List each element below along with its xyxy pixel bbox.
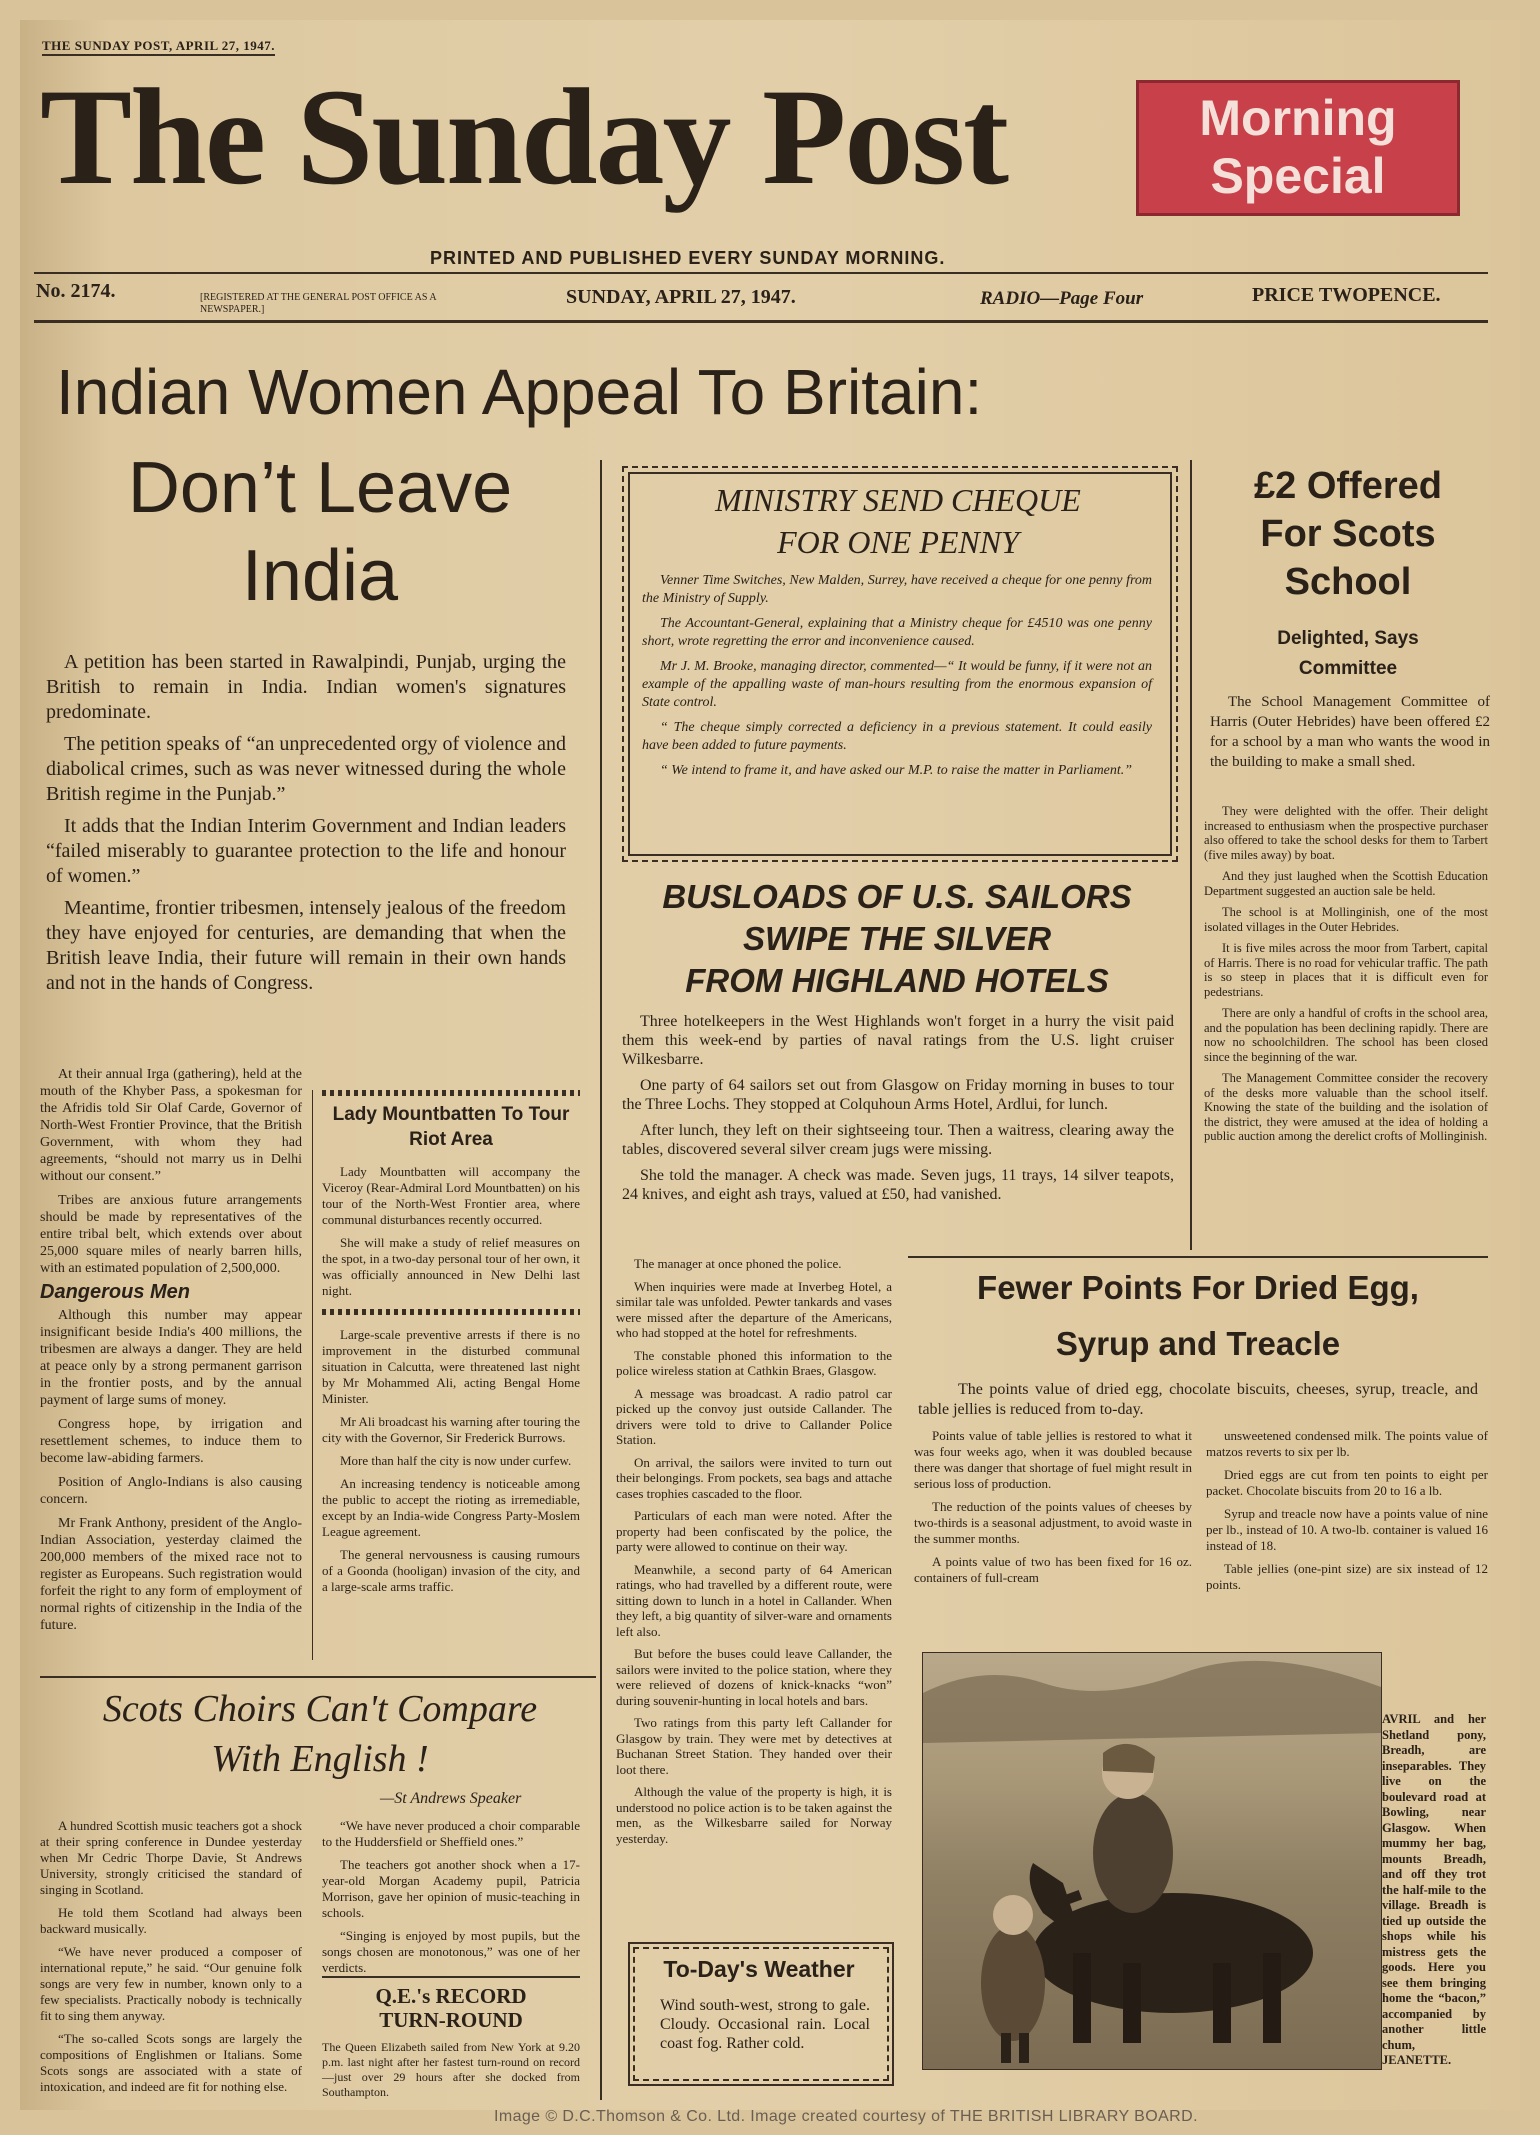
school-headline-1: £2 Offered	[1254, 465, 1442, 507]
egg-para: Syrup and treacle now have a points value of nine per lb., instead of 10. A two-lb. container is valued 16 instead of 18.	[1206, 1506, 1488, 1553]
egg-top-rule	[908, 1256, 1488, 1258]
masthead-rule-bottom	[34, 320, 1488, 323]
ministry-para: The Accountant-General, explaining that a Ministry cheque for £4510 was one penny short, wrote regretting the error and inconvenience caused.	[642, 616, 1152, 649]
ministry-body	[642, 572, 1152, 787]
choirs-right-column	[322, 1818, 580, 1983]
qe-headline-1: Q.E.'s RECORD	[375, 1984, 527, 2008]
masthead-subtitle: PRINTED AND PUBLISHED EVERY SUNDAY MORNING.	[430, 248, 946, 268]
egg-para: unsweetened condensed milk. The points value of matzos reverts to six per lb.	[1206, 1428, 1488, 1459]
ministry-para: Venner Time Switches, New Malden, Surrey, have received a cheque for one penny from the Ministry of Supply.	[642, 573, 1152, 606]
egg-para: A points value of two has been fixed for 16 oz. containers of full-cream	[914, 1554, 1192, 1585]
choirs-para: He told them Scotland had always been backward musically.	[40, 1905, 302, 1936]
lead-col-para: Congress hope, by irrigation and resettlement schemes, to induce them to become law-abiding farmers.	[40, 1417, 302, 1466]
egg-column-2	[1206, 1428, 1488, 1600]
sailors-para: Three hotelkeepers in the West Highlands won't forget in a hurry the visit paid them this week-end by parties of naval ratings from the U.S. light cruiser Wilkesbarre.	[622, 1013, 1174, 1068]
school-body	[1204, 804, 1488, 1151]
badge-line-1: Morning	[1199, 90, 1397, 146]
masthead-title: The Sunday Post	[40, 60, 1007, 213]
qe-body: The Queen Elizabeth sailed from New York at 9.20 p.m. last night after her fastest turn-round on record—just over 29 hours after she docked from Southampton.	[322, 2040, 580, 2099]
school-para: There are only a handful of crofts in the school area, and the population has been declining rapidly. There are now no schoolchildren. The school has been closed since the beginning of the war.	[1204, 1006, 1488, 1064]
mountbatten-para: Lady Mountbatten will accompany the Viceroy (Rear-Admiral Lord Mountbatten) on his tour of the North-West Frontier area, where communal disturbances recently occurred.	[322, 1164, 580, 1227]
lead-para: A petition has been started in Rawalpindi, Punjab, urging the British to remain in India. Indian women's signatures predominate.	[46, 651, 566, 723]
column-rule-2	[1190, 460, 1192, 1250]
choirs-para: The teachers got another shock when a 17-year-old Morgan Academy pupil, Patricia Morrison, gave her opinion of music-teaching in schools.	[322, 1857, 580, 1920]
lead-col-para: At their annual Irga (gathering), held at the mouth of the Khyber Pass, a spokesman for the Afridis told Sir Olaf Carde, Governor of North-West Frontier Province, that the British Government, with whom they had agreements, “should not marry us in Delhi without our consent.”	[40, 1067, 302, 1184]
dateline: THE SUNDAY POST, APRIL 27, 1947.	[42, 38, 275, 56]
egg-para: Table jellies (one-pint size) are six instead of 12 points.	[1206, 1561, 1488, 1592]
calcutta-para: More than half the city is now under curfew.	[340, 1453, 572, 1468]
image-credit: Image © D.C.Thomson & Co. Ltd. Image created courtesy of THE BRITISH LIBRARY BOARD.	[494, 2108, 1198, 2125]
choirs-para: “Singing is enjoyed by most pupils, but the songs chosen are monotonous,” was one of her verdicts.	[322, 1928, 580, 1975]
registered-note: [REGISTERED AT THE GENERAL POST OFFICE AS A NEWSPAPER.]	[200, 292, 437, 315]
lead-col-para: Mr Frank Anthony, president of the Anglo-Indian Association, yesterday claimed the 200,000 members of the mixed race not to register as Europeans. Such registration would forfeit the right to any form of employment of normal rights of citizenship in the India of the future.	[40, 1516, 302, 1633]
choirs-para: “We have never produced a choir comparable to the Huddersfield or Sheffield ones.”	[322, 1818, 580, 1849]
choirs-para: “The so-called Scots songs are largely the compositions of Englishmen or Italians. Some Scots songs are associated with a state of intoxication, and indeed are fit for nothing else.	[40, 2031, 302, 2094]
mountbatten-headline: Lady Mountbatten To Tour Riot Area	[332, 1104, 570, 1150]
sailors-col-para: On arrival, the sailors were invited to turn out their belongings. From pockets, sea bags and attache cases trophies cascaded to the floor.	[616, 1454, 892, 1501]
calcutta-para: An increasing tendency is noticeable among the public to accept the rioting as irremediable, except by an India-wide Congress Party-Moslem League agreement.	[322, 1476, 580, 1539]
school-headline-3: School	[1284, 561, 1412, 603]
sailors-headline-3: FROM HIGHLAND HOTELS	[685, 962, 1109, 999]
ministry-para: Mr J. M. Brooke, managing director, commented—“ It would be funny, if it were not an example of the appalling waste of man-hours resulting from the enormous expansion of State control.	[642, 659, 1152, 710]
sailors-col-para: But before the buses could leave Callander, the sailors were invited to the police station, where they were relieved of dozens of knick-knacks “won” during souvenir-hunting in local hotels and bars.	[616, 1646, 892, 1708]
mountbatten-top-rule	[322, 1090, 580, 1096]
calcutta-para: Large-scale preventive arrests if there is no improvement in the disturbed communal situation in Calcutta, were threatened last night by Mr Mohammed Ali, acting Bengal Home Minister.	[322, 1327, 580, 1406]
sailors-para: She told the manager. A check was made. Seven jugs, 11 trays, 14 silver teapots, 24 knives, and eight ash trays, valued at £50, had vanished.	[622, 1167, 1174, 1203]
choirs-headline-1: Scots Choirs Can't Compare	[102, 1688, 538, 1730]
ministry-headline-2: FOR ONE PENNY	[777, 524, 1019, 560]
choirs-top-rule	[40, 1676, 596, 1678]
lead-intro	[46, 650, 566, 1003]
school-headline-2: For Scots	[1260, 513, 1436, 555]
issue-number: No. 2174.	[36, 280, 116, 302]
sailors-col-para: Although the value of the property is high, it is understood no police action is to be taken against the men, as the Wilkesbarre sailed for Norway yesterday.	[616, 1784, 892, 1846]
mountbatten-mid-rule	[322, 1309, 580, 1315]
weather-body: Wind south-west, strong to gale. Cloudy. Occasional rain. Local coast fog. Rather cold.	[660, 1997, 870, 2052]
sailors-headline-2: SWIPE THE SILVER	[742, 920, 1052, 957]
sailors-col-para: When inquiries were made at Inverbeg Hotel, a similar tale was unfolded. Pewter tankards and vases were missed after the departure of the Americans, who had stopped at the hotel for refreshments.	[616, 1278, 892, 1340]
sailors-col-para: A message was broadcast. A radio patrol car picked up the convoy just outside Callander. The drivers were told to drive to Callander Police Station.	[616, 1385, 892, 1447]
lead-para: The petition speaks of “an unprecedented orgy of violence and diabolical crimes, such as was never witnessed during the whole British regime in the Punjab.”	[46, 733, 566, 805]
school-para: And they just laughed when the Scottish Education Department suggested an auction sale be held.	[1204, 869, 1488, 898]
sailors-column	[616, 1256, 892, 1853]
sailors-col-para: Particulars of each man were noted. After the property had been confiscated by the police, the party were allowed to continue on their way.	[616, 1508, 892, 1554]
sailors-col-para: The manager at once phoned the police.	[634, 1256, 842, 1271]
qe-top-rule	[322, 1976, 580, 1978]
column-rule-3	[312, 1090, 313, 1660]
ministry-para: “ We intend to frame it, and have asked our M.P. to raise the matter in Parliament.”	[660, 763, 1133, 778]
ministry-headline-1: MINISTRY SEND CHEQUE	[715, 482, 1081, 518]
choirs-para: “We have never produced a composer of international repute,” he said. “Our genuine folk songs are very few in number, known only to a few specialists. Practically nobody is technically fit to sing them anyway.	[40, 1944, 302, 2023]
school-subhead-1: Delighted, Says	[1277, 628, 1419, 649]
school-lead: The School Management Committee of Harris (Outer Hebrides) have been offered £2 for a school by a man who wants the wood in the building to make a small shed.	[1210, 694, 1490, 770]
sailors-para: After lunch, they left on their sightseeing tour. Then a waitress, clearing away the tables, discovered several silver cream jugs were missing.	[622, 1122, 1174, 1158]
egg-headline-2: Syrup and Treacle	[1055, 1325, 1341, 1362]
ministry-para: “ The cheque simply corrected a deficiency in a previous statement. It could easily have been added to future payments.	[642, 720, 1152, 753]
masthead-rule-top	[34, 272, 1488, 274]
lead-col-para: Position of Anglo-Indians is also causing concern.	[40, 1475, 302, 1507]
sailors-headline-1: BUSLOADS OF U.S. SAILORS	[662, 878, 1132, 915]
pony-photo-illustration	[923, 1653, 1381, 2069]
egg-para: The reduction of the points values of cheeses by two-thirds is a seasonal adjustment, to avoid waste in the summer months.	[914, 1499, 1192, 1546]
egg-headline-1: Fewer Points For Dried Egg,	[977, 1269, 1419, 1306]
column-rule-1	[600, 460, 602, 2100]
lead-col-para: Tribes are anxious future arrangements should be made by representatives of the entire tribal belt, which extends over about 25,000 square miles of nearly barren hills, with an estimated population of 2,500,000.	[40, 1193, 302, 1276]
choirs-para: A hundred Scottish music teachers got a shock at their spring conference in Dundee yesterday when Mr Cedric Thorpe Davie, St Andrews University, strongly criticised the standard of singing in Scotland.	[40, 1818, 302, 1897]
sailors-col-para: Two ratings from this party left Callander for Glasgow by train. They were met by detectives at Buchanan Street Station. They handed over their loot there.	[616, 1715, 892, 1777]
mountbatten-para: She will make a study of relief measures on the spot, in a two-day personal tour of her own, it was officially announced in New Delhi last night.	[322, 1235, 580, 1298]
school-para: The school is at Mollinginish, one of the most isolated villages in the Outer Hebrides.	[1204, 905, 1488, 934]
lead-para: Meantime, frontier tribesmen, intensely jealous of the freedom they have enjoyed for centuries, are demanding that when the British leave India, their future will remain in their own hands and not in the hands of Congress.	[46, 897, 566, 994]
egg-para: Points value of table jellies is restored to what it was four weeks ago, when it was doubled because there was danger that shortage of fuel might result in serious loss of production.	[914, 1428, 1192, 1491]
egg-lead: The points value of dried egg, chocolate biscuits, cheeses, syrup, treacle, and table jellies is reduced from to-day.	[918, 1381, 1478, 1418]
weather-headline: To-Day's Weather	[663, 1956, 855, 1982]
pony-photo	[922, 1652, 1382, 2070]
lead-headline-1: Indian Women Appeal To Britain:	[56, 356, 983, 428]
lead-left-column	[40, 1066, 302, 1641]
school-para: It is five miles across the moor from Tarbert, capital of Harris. There is no road for vehicular traffic. The path is so steep in places that it is difficult even for pedestrians.	[1204, 941, 1488, 999]
lead-col-para: Although this number may appear insignificant beside India's 400 millions, the tribesmen are always a danger. They are held at peace only by a strong permanent garrison in the frontier posts, and by the annual payment of large sums of money.	[40, 1308, 302, 1408]
school-para: They were delighted with the offer. Their delight increased to enthusiasm when the prospective purchaser also offered to take the school desks for them to Tarbert (five miles away) by boat.	[1204, 804, 1488, 862]
lead-headline-2b: India	[241, 536, 399, 616]
choirs-byline: —St Andrews Speaker	[380, 1790, 522, 1807]
price: PRICE TWOPENCE.	[1252, 284, 1441, 306]
radio-note: RADIO—Page Four	[980, 288, 1144, 309]
choirs-headline-2: With English !	[211, 1738, 429, 1780]
calcutta-para: The general nervousness is causing rumours of a Goonda (hooligan) invasion of the city, and a large-scale arms traffic.	[322, 1547, 580, 1594]
sailors-para: One party of 64 sailors set out from Glasgow on Friday morning in buses to tour the Three Lochs. They stopped at Colquhoun Arms Hotel, Ardlui, for lunch.	[622, 1077, 1174, 1113]
sailors-intro	[622, 1012, 1174, 1211]
lead-headline-2a: Don’t Leave	[127, 448, 513, 528]
photo-caption: AVRIL and her Shetland pony, Breadh, are inseparables. They live on the boulevard road at Bowling, near Glasgow. When mummy her bag, mounts Breadh, and off they trot the half-mile to the village. Breadh is tied up outside the shops while his mistress gets the goods. Here you see them bringing home the “bacon,” accompanied by another little chum, JEANETTE.	[1382, 1712, 1486, 2067]
sailors-col-para: The constable phoned this information to the police wireless station at Cathkin Braes, Glasgow.	[616, 1347, 892, 1378]
school-para: The Management Committee consider the recovery of the desks more valuable than the school itself. Knowing the state of the building and the isolation of the district, they were amused at the idea of holding a public auction among the derelict crofts of Mollinginish.	[1204, 1071, 1488, 1143]
sailors-col-para: Meanwhile, a second party of 64 American ratings, who had travelled by a different route, were sitting down to lunch in a hotel in Callander. When they left, a big quantity of silver-ware and ornaments left also.	[616, 1561, 892, 1639]
lead-para: It adds that the Indian Interim Government and Indian leaders “failed miserably to guarantee protection to the life and honour of women.”	[46, 815, 566, 887]
school-subhead-2: Committee	[1298, 658, 1398, 679]
mountbatten-body	[322, 1164, 580, 1602]
egg-para: Dried eggs are cut from ten points to eight per packet. Chocolate biscuits from 20 to 16 a lb.	[1206, 1467, 1488, 1498]
calcutta-para: Mr Ali broadcast his warning after touring the city with the Governor, Sir Frederick Burrows.	[322, 1414, 580, 1445]
issue-date: SUNDAY, APRIL 27, 1947.	[566, 286, 796, 308]
morning-special-badge	[1136, 80, 1460, 216]
qe-headline-2: TURN-ROUND	[379, 2008, 523, 2032]
choirs-left-column	[40, 1818, 302, 2102]
dangerous-men-subhead: Dangerous Men	[40, 1281, 191, 1303]
badge-line-2: Special	[1210, 148, 1386, 204]
egg-column-1	[914, 1428, 1192, 1593]
